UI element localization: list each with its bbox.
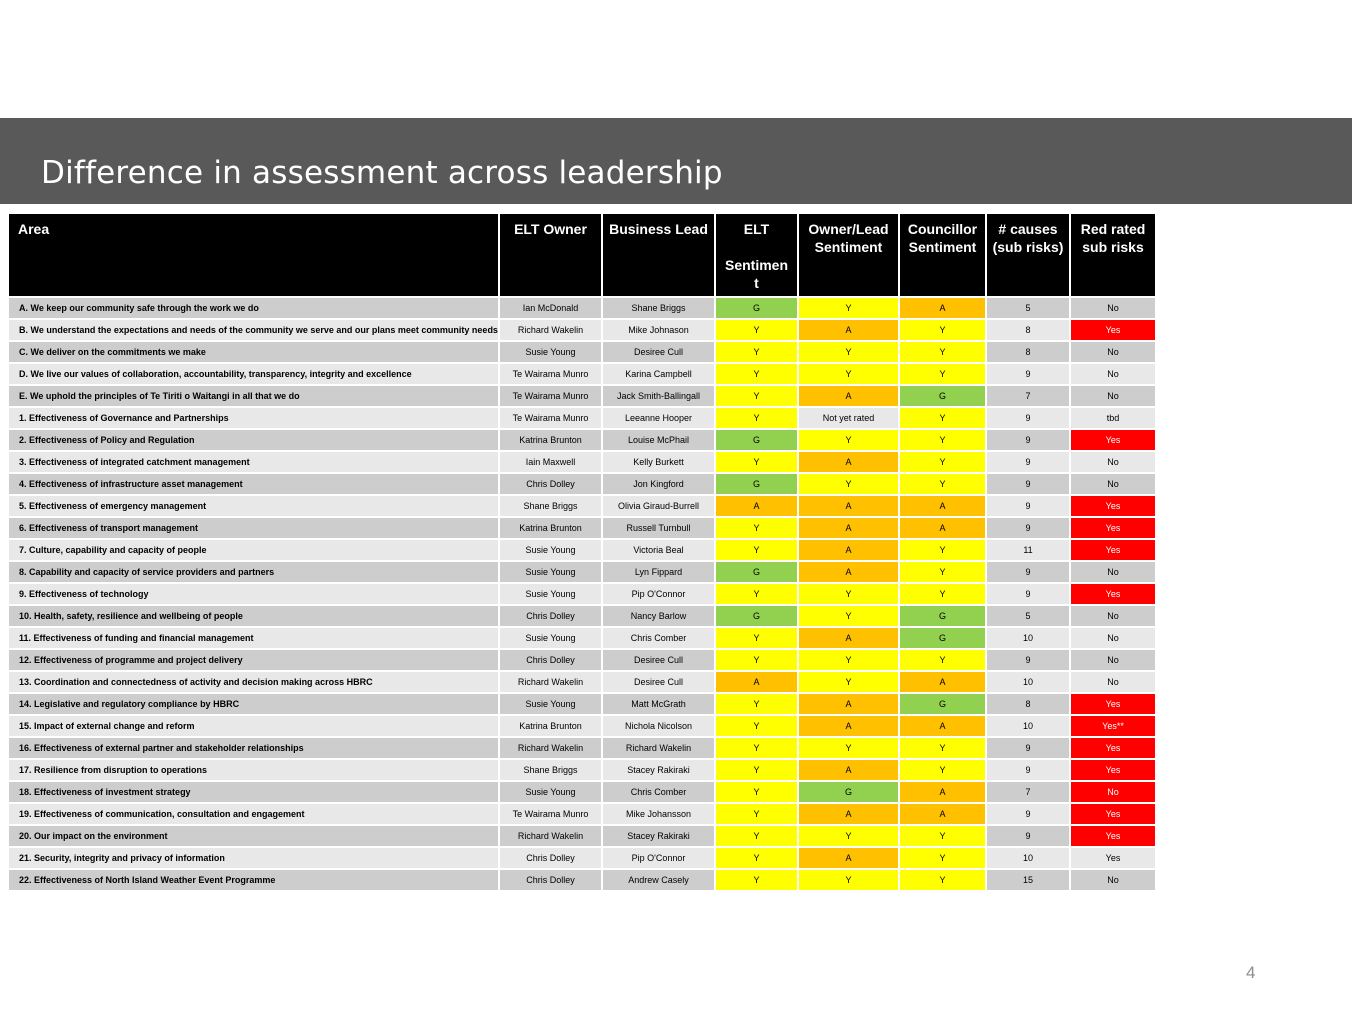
cell-causes: 9: [987, 364, 1069, 384]
cell-red-rated: No: [1071, 452, 1155, 472]
cell-elt-owner: Katrina Brunton: [500, 518, 601, 538]
cell-business-lead: Desiree Cull: [603, 342, 714, 362]
cell-elt-owner: Susie Young: [500, 694, 601, 714]
cell-elt-sentiment: Y: [716, 408, 797, 428]
cell-elt-owner: Iain Maxwell: [500, 452, 601, 472]
header-area: Area: [9, 214, 498, 296]
cell-elt-sentiment: Y: [716, 782, 797, 802]
cell-councillor-sentiment: Y: [900, 342, 985, 362]
cell-elt-owner: Te Wairama Munro: [500, 364, 601, 384]
cell-elt-sentiment: Y: [716, 716, 797, 736]
cell-causes: 9: [987, 562, 1069, 582]
cell-owner-lead-sentiment: A: [799, 496, 898, 516]
cell-elt-sentiment: A: [716, 672, 797, 692]
header-owner-lead-sentiment: Owner/Lead Sentiment: [799, 214, 898, 296]
cell-owner-lead-sentiment: A: [799, 452, 898, 472]
cell-owner-lead-sentiment: A: [799, 562, 898, 582]
cell-owner-lead-sentiment: Y: [799, 606, 898, 626]
cell-councillor-sentiment: Y: [900, 650, 985, 670]
cell-area: 4. Effectiveness of infrastructure asset management: [9, 474, 498, 494]
cell-area: A. We keep our community safe through the work we do: [9, 298, 498, 318]
cell-elt-owner: Susie Young: [500, 628, 601, 648]
table-row: [9, 540, 1155, 560]
cell-causes: 15: [987, 870, 1069, 890]
cell-red-rated: No: [1071, 364, 1155, 384]
cell-area: 15. Impact of external change and reform: [9, 716, 498, 736]
cell-elt-owner: Richard Wakelin: [500, 826, 601, 846]
cell-councillor-sentiment: A: [900, 496, 985, 516]
header-red-rated: Red rated sub risks: [1071, 214, 1155, 296]
cell-area: 10. Health, safety, resilience and wellbeing of people: [9, 606, 498, 626]
table-row: [9, 848, 1155, 868]
cell-owner-lead-sentiment: Y: [799, 826, 898, 846]
cell-elt-owner: Richard Wakelin: [500, 672, 601, 692]
cell-business-lead: Pip O'Connor: [603, 848, 714, 868]
cell-area: 13. Coordination and connectedness of activity and decision making across HBRC: [9, 672, 498, 692]
cell-area: 9. Effectiveness of technology: [9, 584, 498, 604]
cell-elt-sentiment: A: [716, 496, 797, 516]
cell-area: 7. Culture, capability and capacity of people: [9, 540, 498, 560]
cell-causes: 10: [987, 848, 1069, 868]
cell-causes: 9: [987, 496, 1069, 516]
table-row: [9, 606, 1155, 626]
table-row: [9, 826, 1155, 846]
cell-red-rated: No: [1071, 628, 1155, 648]
cell-area: B. We understand the expectations and needs of the community we serve and our plans meet community needs: [9, 320, 498, 340]
cell-elt-sentiment: Y: [716, 738, 797, 758]
cell-elt-owner: Chris Dolley: [500, 606, 601, 626]
cell-red-rated: Yes: [1071, 848, 1155, 868]
cell-councillor-sentiment: Y: [900, 364, 985, 384]
cell-red-rated: No: [1071, 342, 1155, 362]
cell-elt-sentiment: Y: [716, 320, 797, 340]
cell-causes: 9: [987, 760, 1069, 780]
cell-area: 8. Capability and capacity of service providers and partners: [9, 562, 498, 582]
cell-area: 5. Effectiveness of emergency management: [9, 496, 498, 516]
cell-elt-owner: Ian McDonald: [500, 298, 601, 318]
cell-councillor-sentiment: A: [900, 672, 985, 692]
cell-owner-lead-sentiment: Y: [799, 738, 898, 758]
cell-causes: 9: [987, 738, 1069, 758]
cell-councillor-sentiment: Y: [900, 738, 985, 758]
cell-owner-lead-sentiment: Y: [799, 870, 898, 890]
cell-elt-sentiment: G: [716, 430, 797, 450]
cell-red-rated: Yes**: [1071, 716, 1155, 736]
cell-area: 22. Effectiveness of North Island Weather Event Programme: [9, 870, 498, 890]
cell-owner-lead-sentiment: A: [799, 694, 898, 714]
cell-elt-sentiment: Y: [716, 386, 797, 406]
table-row: [9, 298, 1155, 318]
table-row: [9, 738, 1155, 758]
table-row: [9, 584, 1155, 604]
cell-councillor-sentiment: A: [900, 716, 985, 736]
cell-elt-owner: Te Wairama Munro: [500, 408, 601, 428]
cell-business-lead: Jon Kingford: [603, 474, 714, 494]
cell-area: 1. Effectiveness of Governance and Partnerships: [9, 408, 498, 428]
cell-business-lead: Karina Campbell: [603, 364, 714, 384]
cell-councillor-sentiment: Y: [900, 760, 985, 780]
cell-business-lead: Mike Johansson: [603, 804, 714, 824]
cell-red-rated: Yes: [1071, 496, 1155, 516]
cell-red-rated: Yes: [1071, 694, 1155, 714]
cell-business-lead: Jack Smith-Ballingall: [603, 386, 714, 406]
cell-owner-lead-sentiment: Not yet rated: [799, 408, 898, 428]
cell-elt-sentiment: G: [716, 606, 797, 626]
cell-owner-lead-sentiment: Y: [799, 584, 898, 604]
cell-business-lead: Andrew Casely: [603, 870, 714, 890]
cell-owner-lead-sentiment: Y: [799, 430, 898, 450]
table-row: [9, 628, 1155, 648]
cell-business-lead: Victoria Beal: [603, 540, 714, 560]
cell-causes: 9: [987, 518, 1069, 538]
cell-owner-lead-sentiment: A: [799, 848, 898, 868]
cell-councillor-sentiment: G: [900, 694, 985, 714]
table-row: [9, 386, 1155, 406]
cell-business-lead: Nancy Barlow: [603, 606, 714, 626]
cell-red-rated: Yes: [1071, 320, 1155, 340]
header-elt-owner: ELT Owner: [500, 214, 601, 296]
cell-elt-owner: Susie Young: [500, 540, 601, 560]
header-elt-sentiment: ELT Sentimen t: [716, 214, 797, 296]
cell-elt-owner: Susie Young: [500, 562, 601, 582]
cell-causes: 9: [987, 804, 1069, 824]
cell-business-lead: Olivia Giraud-Burrell: [603, 496, 714, 516]
cell-causes: 8: [987, 694, 1069, 714]
cell-elt-sentiment: G: [716, 474, 797, 494]
table-body: [9, 298, 1155, 890]
cell-business-lead: Russell Turnbull: [603, 518, 714, 538]
cell-business-lead: Leeanne Hooper: [603, 408, 714, 428]
cell-business-lead: Stacey Rakiraki: [603, 760, 714, 780]
cell-owner-lead-sentiment: Y: [799, 672, 898, 692]
cell-councillor-sentiment: Y: [900, 320, 985, 340]
cell-area: 20. Our impact on the environment: [9, 826, 498, 846]
cell-causes: 8: [987, 320, 1069, 340]
cell-owner-lead-sentiment: Y: [799, 474, 898, 494]
cell-elt-owner: Susie Young: [500, 782, 601, 802]
cell-owner-lead-sentiment: Y: [799, 650, 898, 670]
cell-red-rated: No: [1071, 562, 1155, 582]
cell-causes: 10: [987, 672, 1069, 692]
cell-business-lead: Desiree Cull: [603, 672, 714, 692]
cell-elt-sentiment: Y: [716, 584, 797, 604]
cell-owner-lead-sentiment: A: [799, 760, 898, 780]
cell-area: C. We deliver on the commitments we make: [9, 342, 498, 362]
table-row: [9, 474, 1155, 494]
cell-red-rated: Yes: [1071, 518, 1155, 538]
cell-area: D. We live our values of collaboration, accountability, transparency, integrity and excellence: [9, 364, 498, 384]
cell-business-lead: Matt McGrath: [603, 694, 714, 714]
table-row: [9, 760, 1155, 780]
cell-red-rated: No: [1071, 672, 1155, 692]
cell-red-rated: No: [1071, 782, 1155, 802]
cell-causes: 7: [987, 782, 1069, 802]
cell-area: 18. Effectiveness of investment strategy: [9, 782, 498, 802]
cell-business-lead: Chris Comber: [603, 782, 714, 802]
cell-business-lead: Kelly Burkett: [603, 452, 714, 472]
cell-councillor-sentiment: A: [900, 298, 985, 318]
cell-elt-sentiment: Y: [716, 760, 797, 780]
cell-councillor-sentiment: Y: [900, 870, 985, 890]
header-causes: # causes (sub risks): [987, 214, 1069, 296]
cell-owner-lead-sentiment: A: [799, 540, 898, 560]
cell-red-rated: Yes: [1071, 826, 1155, 846]
cell-councillor-sentiment: Y: [900, 848, 985, 868]
table-row: [9, 694, 1155, 714]
header-business-lead: Business Lead: [603, 214, 714, 296]
cell-business-lead: Chris Comber: [603, 628, 714, 648]
cell-red-rated: Yes: [1071, 804, 1155, 824]
cell-area: 11. Effectiveness of funding and financial management: [9, 628, 498, 648]
cell-area: 19. Effectiveness of communication, consultation and engagement: [9, 804, 498, 824]
table-row: [9, 870, 1155, 890]
cell-area: 12. Effectiveness of programme and project delivery: [9, 650, 498, 670]
cell-elt-owner: Chris Dolley: [500, 650, 601, 670]
table-row: [9, 562, 1155, 582]
cell-causes: 5: [987, 298, 1069, 318]
cell-elt-owner: Richard Wakelin: [500, 738, 601, 758]
cell-elt-sentiment: G: [716, 562, 797, 582]
cell-elt-sentiment: G: [716, 298, 797, 318]
cell-councillor-sentiment: Y: [900, 408, 985, 428]
cell-elt-owner: Te Wairama Munro: [500, 804, 601, 824]
cell-area: 2. Effectiveness of Policy and Regulation: [9, 430, 498, 450]
cell-red-rated: No: [1071, 386, 1155, 406]
cell-elt-owner: Shane Briggs: [500, 496, 601, 516]
cell-red-rated: No: [1071, 298, 1155, 318]
cell-councillor-sentiment: Y: [900, 584, 985, 604]
cell-councillor-sentiment: Y: [900, 540, 985, 560]
cell-red-rated: Yes: [1071, 540, 1155, 560]
cell-owner-lead-sentiment: A: [799, 716, 898, 736]
table-row: [9, 408, 1155, 428]
cell-causes: 11: [987, 540, 1069, 560]
cell-elt-sentiment: Y: [716, 870, 797, 890]
cell-councillor-sentiment: G: [900, 606, 985, 626]
cell-councillor-sentiment: G: [900, 628, 985, 648]
cell-elt-sentiment: Y: [716, 364, 797, 384]
cell-causes: 10: [987, 628, 1069, 648]
cell-owner-lead-sentiment: Y: [799, 342, 898, 362]
cell-elt-sentiment: Y: [716, 848, 797, 868]
cell-business-lead: Mike Johnason: [603, 320, 714, 340]
header-councillor-sentiment: Councillor Sentiment: [900, 214, 985, 296]
cell-councillor-sentiment: Y: [900, 474, 985, 494]
cell-councillor-sentiment: Y: [900, 826, 985, 846]
cell-elt-sentiment: Y: [716, 826, 797, 846]
cell-councillor-sentiment: Y: [900, 452, 985, 472]
cell-owner-lead-sentiment: G: [799, 782, 898, 802]
cell-red-rated: No: [1071, 870, 1155, 890]
table-row: [9, 320, 1155, 340]
cell-business-lead: Stacey Rakiraki: [603, 826, 714, 846]
cell-elt-sentiment: Y: [716, 540, 797, 560]
cell-causes: 9: [987, 650, 1069, 670]
cell-elt-owner: Chris Dolley: [500, 848, 601, 868]
cell-area: E. We uphold the principles of Te Tiriti o Waitangi in all that we do: [9, 386, 498, 406]
cell-elt-owner: Richard Wakelin: [500, 320, 601, 340]
table-row: [9, 364, 1155, 384]
cell-area: 16. Effectiveness of external partner and stakeholder relationships: [9, 738, 498, 758]
cell-councillor-sentiment: Y: [900, 562, 985, 582]
cell-area: 6. Effectiveness of transport management: [9, 518, 498, 538]
cell-councillor-sentiment: G: [900, 386, 985, 406]
cell-owner-lead-sentiment: A: [799, 320, 898, 340]
table-row: [9, 518, 1155, 538]
cell-business-lead: Nichola Nicolson: [603, 716, 714, 736]
cell-owner-lead-sentiment: Y: [799, 364, 898, 384]
cell-elt-owner: Chris Dolley: [500, 474, 601, 494]
cell-red-rated: Yes: [1071, 430, 1155, 450]
cell-area: 14. Legislative and regulatory compliance by HBRC: [9, 694, 498, 714]
cell-causes: 7: [987, 386, 1069, 406]
cell-business-lead: Shane Briggs: [603, 298, 714, 318]
cell-causes: 9: [987, 408, 1069, 428]
assessment-table: [7, 212, 1157, 892]
cell-red-rated: No: [1071, 606, 1155, 626]
cell-councillor-sentiment: Y: [900, 430, 985, 450]
cell-elt-sentiment: Y: [716, 628, 797, 648]
cell-elt-owner: Shane Briggs: [500, 760, 601, 780]
cell-elt-owner: Susie Young: [500, 584, 601, 604]
cell-red-rated: No: [1071, 650, 1155, 670]
cell-elt-owner: Katrina Brunton: [500, 430, 601, 450]
cell-elt-sentiment: Y: [716, 804, 797, 824]
cell-councillor-sentiment: A: [900, 782, 985, 802]
cell-elt-owner: Katrina Brunton: [500, 716, 601, 736]
cell-elt-owner: Chris Dolley: [500, 870, 601, 890]
cell-business-lead: Desiree Cull: [603, 650, 714, 670]
cell-elt-sentiment: Y: [716, 342, 797, 362]
table-row: [9, 804, 1155, 824]
table-row: [9, 672, 1155, 692]
cell-causes: 9: [987, 474, 1069, 494]
cell-causes: 5: [987, 606, 1069, 626]
cell-causes: 8: [987, 342, 1069, 362]
cell-causes: 9: [987, 430, 1069, 450]
cell-owner-lead-sentiment: Y: [799, 298, 898, 318]
cell-red-rated: tbd: [1071, 408, 1155, 428]
cell-elt-sentiment: Y: [716, 694, 797, 714]
table-row: [9, 452, 1155, 472]
cell-business-lead: Lyn Fippard: [603, 562, 714, 582]
cell-red-rated: Yes: [1071, 584, 1155, 604]
cell-red-rated: Yes: [1071, 760, 1155, 780]
cell-elt-owner: Te Wairama Munro: [500, 386, 601, 406]
cell-business-lead: Pip O'Connor: [603, 584, 714, 604]
cell-owner-lead-sentiment: A: [799, 628, 898, 648]
table-header-row: [9, 214, 1155, 296]
cell-elt-owner: Susie Young: [500, 342, 601, 362]
cell-business-lead: Richard Wakelin: [603, 738, 714, 758]
cell-elt-sentiment: Y: [716, 452, 797, 472]
table-row: [9, 430, 1155, 450]
cell-red-rated: Yes: [1071, 738, 1155, 758]
cell-owner-lead-sentiment: A: [799, 518, 898, 538]
cell-councillor-sentiment: A: [900, 518, 985, 538]
cell-business-lead: Louise McPhail: [603, 430, 714, 450]
table-row: [9, 782, 1155, 802]
cell-councillor-sentiment: A: [900, 804, 985, 824]
cell-area: 3. Effectiveness of integrated catchment management: [9, 452, 498, 472]
cell-causes: 10: [987, 716, 1069, 736]
page-number: 4: [1246, 963, 1256, 982]
slide-title: Difference in assessment across leadership: [41, 155, 723, 191]
table-row: [9, 342, 1155, 362]
table-row: [9, 650, 1155, 670]
table-row: [9, 496, 1155, 516]
cell-elt-sentiment: Y: [716, 518, 797, 538]
cell-causes: 9: [987, 584, 1069, 604]
cell-causes: 9: [987, 452, 1069, 472]
cell-owner-lead-sentiment: A: [799, 386, 898, 406]
cell-elt-sentiment: Y: [716, 650, 797, 670]
cell-red-rated: No: [1071, 474, 1155, 494]
table-row: [9, 716, 1155, 736]
cell-causes: 9: [987, 826, 1069, 846]
cell-area: 17. Resilience from disruption to operations: [9, 760, 498, 780]
cell-area: 21. Security, integrity and privacy of information: [9, 848, 498, 868]
cell-owner-lead-sentiment: A: [799, 804, 898, 824]
